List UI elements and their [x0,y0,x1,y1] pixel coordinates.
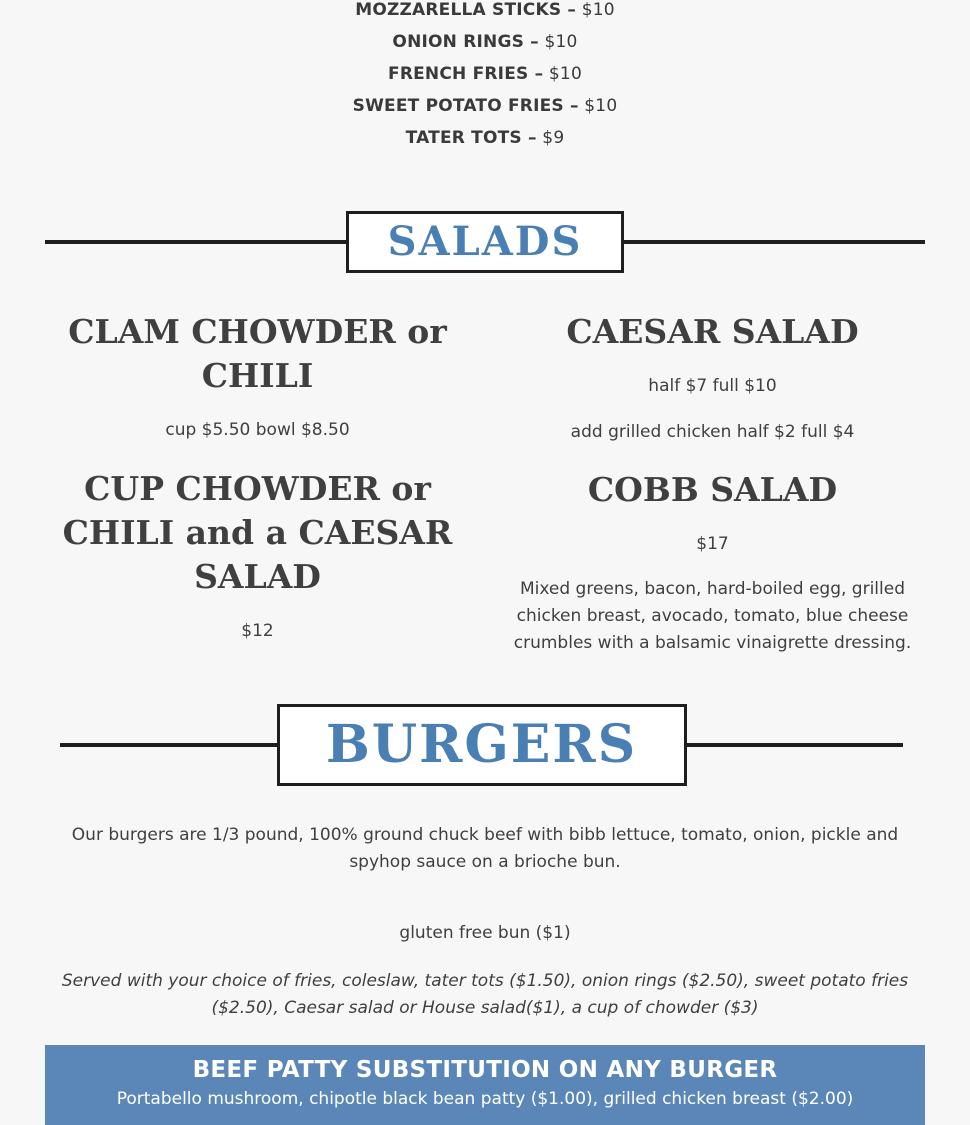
side-item: FRENCH FRIES – $10 [388,64,582,84]
caesar-salad-price: half $7 full $10 [648,376,777,396]
clam-chowder-title: CLAM CHOWDER or CHILI [68,312,447,395]
clam-chowder-price: cup $5.50 bowl $8.50 [165,420,350,440]
substitution-box [45,1045,925,1125]
chowder-caesar-combo-price: $12 [241,621,274,641]
cobb-salad-title: COBB SALAD [587,470,838,509]
caesar-salad-addon: add grilled chicken half $2 full $4 [570,422,855,442]
substitution-title: BEEF PATTY SUBSTITUTION ON ANY BURGER [192,1057,778,1083]
cobb-salad-description: Mixed greens, bacon, hard-boiled egg, grilled chicken breast, avocado, tomato, blue cheese crumbles with a balsamic vinaigrette dressing. [513,579,912,653]
side-item: ONION RINGS – $10 [392,32,578,52]
gluten-free-bun: gluten free bun ($1) [399,923,571,943]
side-item: TATER TOTS – $9 [405,128,565,148]
left-column [45,310,470,641]
caesar-salad-title: CAESAR SALAD [566,312,859,351]
side-item: MOZZARELLA STICKS – $10 [355,0,615,20]
burgers-banner [60,704,903,786]
salads-banner [45,202,925,282]
sides-list [0,0,970,154]
side-item: SWEET POTATO FRIES – $10 [352,96,618,116]
salads-banner-label: SALADS [346,211,624,273]
burgers-banner-label: BURGERS [277,704,687,786]
right-column [500,310,925,657]
cobb-salad-price: $17 [696,534,729,554]
chowder-caesar-combo-title: CUP CHOWDER or CHILI and a CAESAR SALAD [62,469,453,596]
served-with-text: Served with your choice of fries, coleslaw, tater tots ($1.50), onion rings ($2.50), sweet potato fries ($2.50), Caesar salad or House salad($1), a cup of chowder ($3) [61,971,909,1018]
burger-description: Our burgers are 1/3 pound, 100% ground chuck beef with bibb lettuce, tomato, onion, pickle and spyhop sauce on a brioche bun. [71,825,899,872]
substitution-options: Portabello mushroom, chipotle black bean patty ($1.00), grilled chicken breast ($2.00) [116,1089,854,1109]
